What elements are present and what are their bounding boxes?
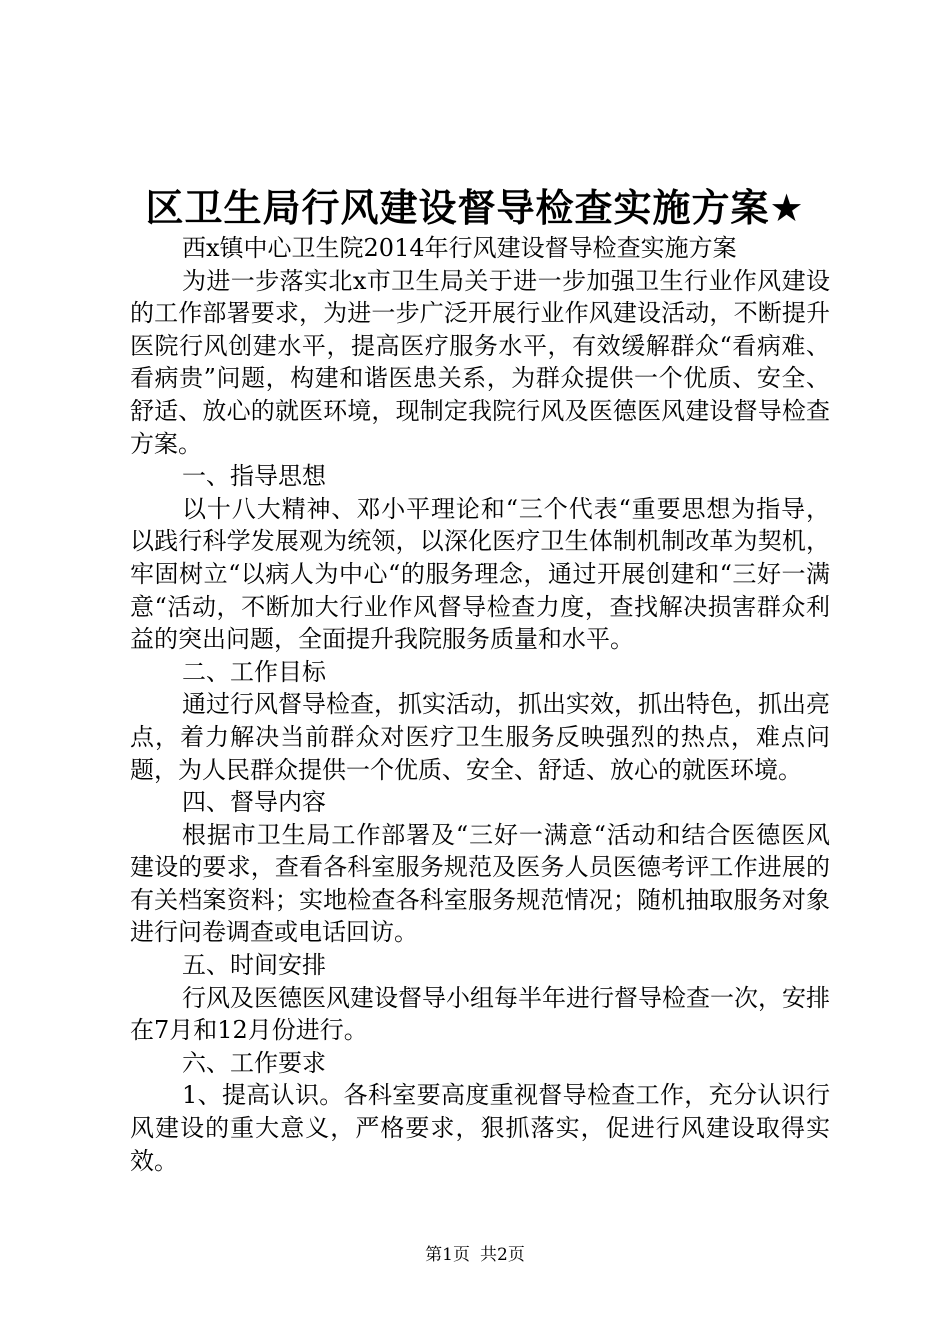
section-heading: 一、指导思想 [182,462,326,491]
page-footer [0,1243,950,1267]
body-paragraph: 以十八大精神、邓小平理论和“三个代表“重要思想为指导，以践行科学发展观为统领，以深化医疗卫生体制机制改革为契机，牢固树立“以病人为中心“的服务理念，通过开展创建和“三好一满意“活动，不断加大行业作风督导检查力度，查找解决损害群众利益的突出问题，全面提升我院服务质量和水平。 [130,494,830,654]
body-paragraph: 行风及医德医风建设督导小组每半年进行督导检查一次，安排在7月和12月份进行。 [130,983,830,1045]
body-paragraph: 根据市卫生局工作部署及“三好一满意“活动和结合医德医风建设的要求，查看各科室服务规范及医务人员医德考评工作进展的有关档案资料；实地检查各科室服务规范情况；随机抽取服务对象进行问卷调查或电话回访。 [130,820,830,947]
section-heading: 二、工作目标 [182,657,326,686]
page-total: 共2页 [480,1245,525,1265]
body-paragraph: 1、提高认识。各科室要高度重视督导检查工作，充分认识行风建设的重大意义，严格要求，狠抓落实，促进行风建设取得实效。 [130,1081,830,1175]
section-heading: 六、工作要求 [182,1048,326,1077]
document-body [130,232,830,1177]
page-number: 第1页 [425,1245,470,1265]
intro-paragraph: 为进一步落实北x市卫生局关于进一步加强卫生行业作风建设的工作部署要求，为进一步广泛开展行业作风建设活动，不断提升医院行风创建水平，提高医疗服务水平，有效缓解群众“看病难、看病贵”问题，构建和谐医患关系，为群众提供一个优质、安全、舒适、放心的就医环境，现制定我院行风及医德医风建设督导检查方案。 [130,266,830,458]
section-heading: 五、时间安排 [182,951,326,980]
subtitle-paragraph: 西x镇中心卫生院2014年行风建设督导检查实施方案 [182,234,737,262]
body-paragraph: 通过行风督导检查，抓实活动，抓出实效，抓出特色，抓出亮点，着力解决当前群众对医疗卫生服务反映强烈的热点，难点问题，为人民群众提供一个优质、安全、舒适、放心的就医环境。 [130,690,830,784]
document-title: 区卫生局行风建设督导检查实施方案★ [145,186,805,230]
section-heading: 四、督导内容 [182,788,326,817]
